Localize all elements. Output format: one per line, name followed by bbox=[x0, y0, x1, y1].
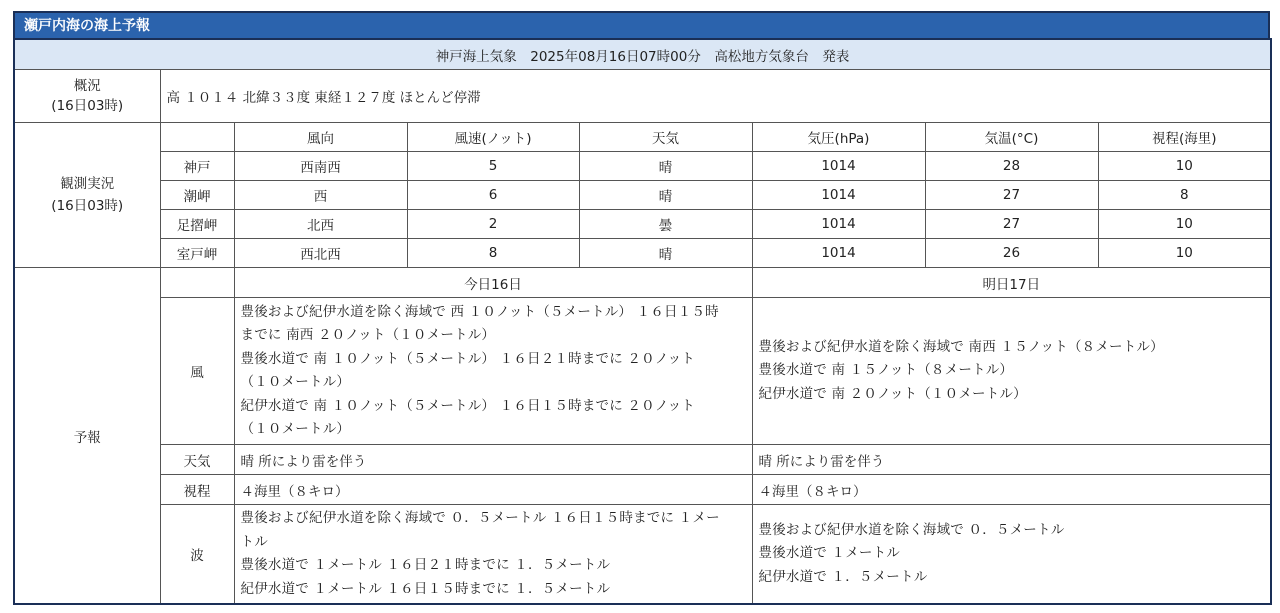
cell-pressure: 1014 bbox=[752, 210, 925, 239]
wave-tomorrow-line: 紀伊水道で １．５メートル bbox=[758, 568, 928, 585]
wave-today-line: 紀伊水道で １メートル １６日１５時までに １．５メートル bbox=[240, 580, 611, 597]
observation-row bbox=[14, 239, 1271, 268]
forecast-wind-tomorrow bbox=[752, 298, 1271, 445]
cell-pressure: 1014 bbox=[752, 239, 925, 268]
cell-wind-speed: 2 bbox=[407, 210, 579, 239]
station-name: 室戸岬 bbox=[160, 239, 234, 268]
column-header-temperature: 気温(°C) bbox=[925, 123, 1098, 152]
forecast-weather-today: 晴 所により雷を伴う bbox=[234, 445, 752, 475]
wave-tomorrow-line: 豊後水道で １メートル bbox=[758, 545, 900, 562]
cell-wind-direction: 西 bbox=[234, 181, 407, 210]
forecast-visibility-tomorrow: ４海里（８キロ） bbox=[752, 475, 1271, 505]
cell-pressure: 1014 bbox=[752, 181, 925, 210]
wave-today-line: 豊後および紀伊水道を除く海域で ０．５メートル １６日１５時までに １メー bbox=[240, 510, 720, 526]
issue-info: 神戸海上気象 2025年08月16日07時00分 高松地方気象台 発表 bbox=[14, 39, 1271, 70]
observation-row bbox=[14, 152, 1271, 181]
wind-today-line: （１０メートル） bbox=[240, 421, 351, 437]
column-header-pressure: 気圧(hPa) bbox=[752, 123, 925, 152]
wind-today-line: 豊後および紀伊水道を除く海域で 西 １０ノット（５メートル） １６日１５時 bbox=[240, 303, 719, 320]
observation-header-blank bbox=[160, 123, 234, 152]
wind-tomorrow-line: 紀伊水道で 南 ２０ノット（１０メートル） bbox=[758, 385, 1027, 402]
cell-weather: 晴 bbox=[579, 239, 752, 268]
overview-label-time: (16日03時) bbox=[51, 98, 124, 114]
forecast-wave-today bbox=[234, 505, 752, 605]
cell-weather: 曇 bbox=[579, 210, 752, 239]
forecast-tomorrow-header: 明日17日 bbox=[752, 268, 1271, 298]
forecast-visibility-today: ４海里（８キロ） bbox=[234, 475, 752, 505]
cell-temperature: 27 bbox=[925, 210, 1098, 239]
cell-pressure: 1014 bbox=[752, 152, 925, 181]
forecast-today-header: 今日16日 bbox=[234, 268, 752, 298]
column-header-visibility: 視程(海里) bbox=[1098, 123, 1271, 152]
wind-tomorrow-line: 豊後および紀伊水道を除く海域で 南西 １５ノット（８メートル） bbox=[758, 338, 1164, 355]
cell-temperature: 27 bbox=[925, 181, 1098, 210]
wind-today-line: （１０メートル） bbox=[240, 374, 351, 390]
overview-label-title: 概況 bbox=[73, 78, 101, 94]
overview-label bbox=[14, 70, 160, 123]
cell-weather: 晴 bbox=[579, 181, 752, 210]
wave-today-line: トル bbox=[240, 533, 268, 550]
cell-visibility: 10 bbox=[1098, 239, 1271, 268]
column-header-weather: 天気 bbox=[579, 123, 752, 152]
station-name: 潮岬 bbox=[160, 181, 234, 210]
cell-temperature: 26 bbox=[925, 239, 1098, 268]
cell-temperature: 28 bbox=[925, 152, 1098, 181]
forecast-visibility-label: 視程 bbox=[160, 475, 234, 505]
forecast-wave-tomorrow bbox=[752, 505, 1271, 605]
forecast-weather-label: 天気 bbox=[160, 445, 234, 475]
panel-title: 瀬戸内海の海上予報 bbox=[13, 11, 1270, 38]
cell-wind-speed: 5 bbox=[407, 152, 579, 181]
wind-tomorrow-line: 豊後水道で 南 １５ノット（８メートル） bbox=[758, 362, 1014, 379]
wind-today-line: までに 南西 ２０ノット（１０メートル） bbox=[240, 327, 496, 343]
cell-visibility: 8 bbox=[1098, 181, 1271, 210]
observation-label bbox=[14, 123, 160, 268]
cell-wind-direction: 西南西 bbox=[234, 152, 407, 181]
wind-today-line: 豊後水道で 南 １０ノット（５メートル） １６日２１時までに ２０ノット bbox=[240, 350, 695, 367]
station-name: 足摺岬 bbox=[160, 210, 234, 239]
observation-label-time: (16日03時) bbox=[51, 198, 124, 214]
station-name: 神戸 bbox=[160, 152, 234, 181]
cell-wind-speed: 6 bbox=[407, 181, 579, 210]
column-header-wind-direction: 風向 bbox=[234, 123, 407, 152]
cell-wind-speed: 8 bbox=[407, 239, 579, 268]
forecast-weather-tomorrow: 晴 所により雷を伴う bbox=[752, 445, 1271, 475]
forecast-label: 予報 bbox=[14, 268, 160, 605]
forecast-table bbox=[13, 38, 1272, 605]
observation-row bbox=[14, 181, 1271, 210]
wave-tomorrow-line: 豊後および紀伊水道を除く海域で ０．５メートル bbox=[758, 521, 1065, 538]
cell-wind-direction: 西北西 bbox=[234, 239, 407, 268]
wind-today-line: 紀伊水道で 南 １０ノット（５メートル） １６日１５時までに ２０ノット bbox=[240, 397, 695, 414]
forecast-panel bbox=[13, 11, 1270, 605]
cell-visibility: 10 bbox=[1098, 152, 1271, 181]
observation-label-title: 観測実況 bbox=[60, 176, 115, 192]
forecast-wave-label: 波 bbox=[160, 505, 234, 605]
observation-row bbox=[14, 210, 1271, 239]
forecast-header-blank bbox=[160, 268, 234, 298]
cell-wind-direction: 北西 bbox=[234, 210, 407, 239]
cell-weather: 晴 bbox=[579, 152, 752, 181]
overview-text: 高 １０１４ 北緯３３度 東経１２７度 ほとんど停滞 bbox=[160, 70, 1271, 123]
column-header-wind-speed: 風速(ノット) bbox=[407, 123, 579, 152]
wave-today-line: 豊後水道で １メートル １６日２１時までに １．５メートル bbox=[240, 557, 611, 573]
forecast-wind-label: 風 bbox=[160, 298, 234, 445]
cell-visibility: 10 bbox=[1098, 210, 1271, 239]
forecast-wind-today bbox=[234, 298, 752, 445]
